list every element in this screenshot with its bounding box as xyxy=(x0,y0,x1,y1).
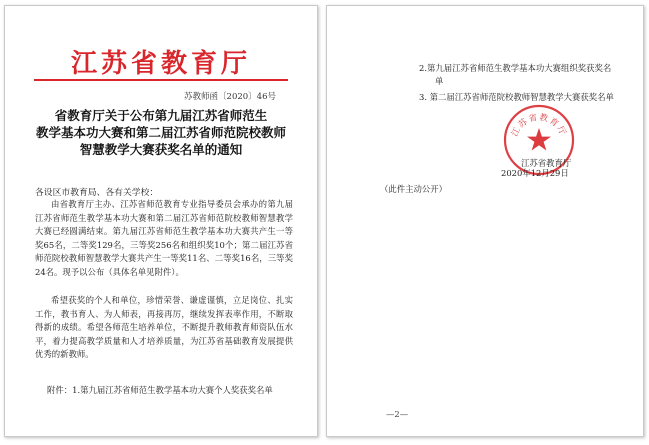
document-page-2 xyxy=(326,5,644,437)
attachment-item-2-line-1: 2.第九届江苏省师范生教学基本功大赛组织奖获奖名 xyxy=(419,63,612,73)
seal-text: 江苏省教育厅 xyxy=(510,112,568,139)
attachment-item-1: 附件：1.第九届江苏省师范生教学基本功大赛个人奖获奖名单 xyxy=(47,385,273,395)
body-paragraph-2: 希望获奖的个人和单位，珍惜荣誉、谦虚谨慎，立足岗位、扎实工作，教书育人、为人师表，再接再厉，继续发挥表率作用，不断取得新的成绩。希望各师范生培养单位，不断提升教师教育师资队伍水平，着力提高教学质量和人才培养质量，为江苏省基础教育发展提供优秀的新教师。 xyxy=(35,295,293,360)
header-red-rule xyxy=(34,79,288,81)
document-title xyxy=(25,107,297,158)
attachment-item-2-line-2: 单 xyxy=(435,76,444,86)
salutation: 各设区市教育局、各有关学校： xyxy=(35,188,159,198)
document-page-1 xyxy=(4,5,318,437)
title-line-1: 省教育厅关于公布第九届江苏省师范生 xyxy=(54,108,268,123)
signature-organization: 江苏省教育厅 xyxy=(521,158,572,168)
attachment-item-3: 3. 第二届江苏省师范院校教师智慧教学大赛获奖名单 xyxy=(419,92,614,102)
page-number: —2— xyxy=(386,409,409,419)
title-line-3: 智慧教学大赛获奖名单的通知 xyxy=(79,142,243,157)
body-paragraph-1: 由省教育厅主办、江苏省师范教育专业指导委员会承办的第九届江苏省师范生教学基本功大赛和第二届江苏省师范院校教师智慧教学大赛已经圆满结束。第九届江苏省师范生教学基本功大赛共产生一等奖65名，二等奖129名，三等奖256名和组织奖10个；第二届江苏省师范院校教师智慧教学大赛共产生一等奖11名、二等奖16名，三等奖24名。现予以公布（具体名单见附件）。 xyxy=(35,199,293,277)
document-header-title: 江苏省教育厅 xyxy=(70,49,251,79)
title-line-2: 教学基本功大赛和第二届江苏省师范院校教师 xyxy=(35,125,286,140)
document-number: 苏教师函〔2020〕46号 xyxy=(184,92,276,102)
public-release-note: （此件主动公开） xyxy=(380,184,447,194)
signature-date: 2020年12月29日 xyxy=(501,168,569,178)
